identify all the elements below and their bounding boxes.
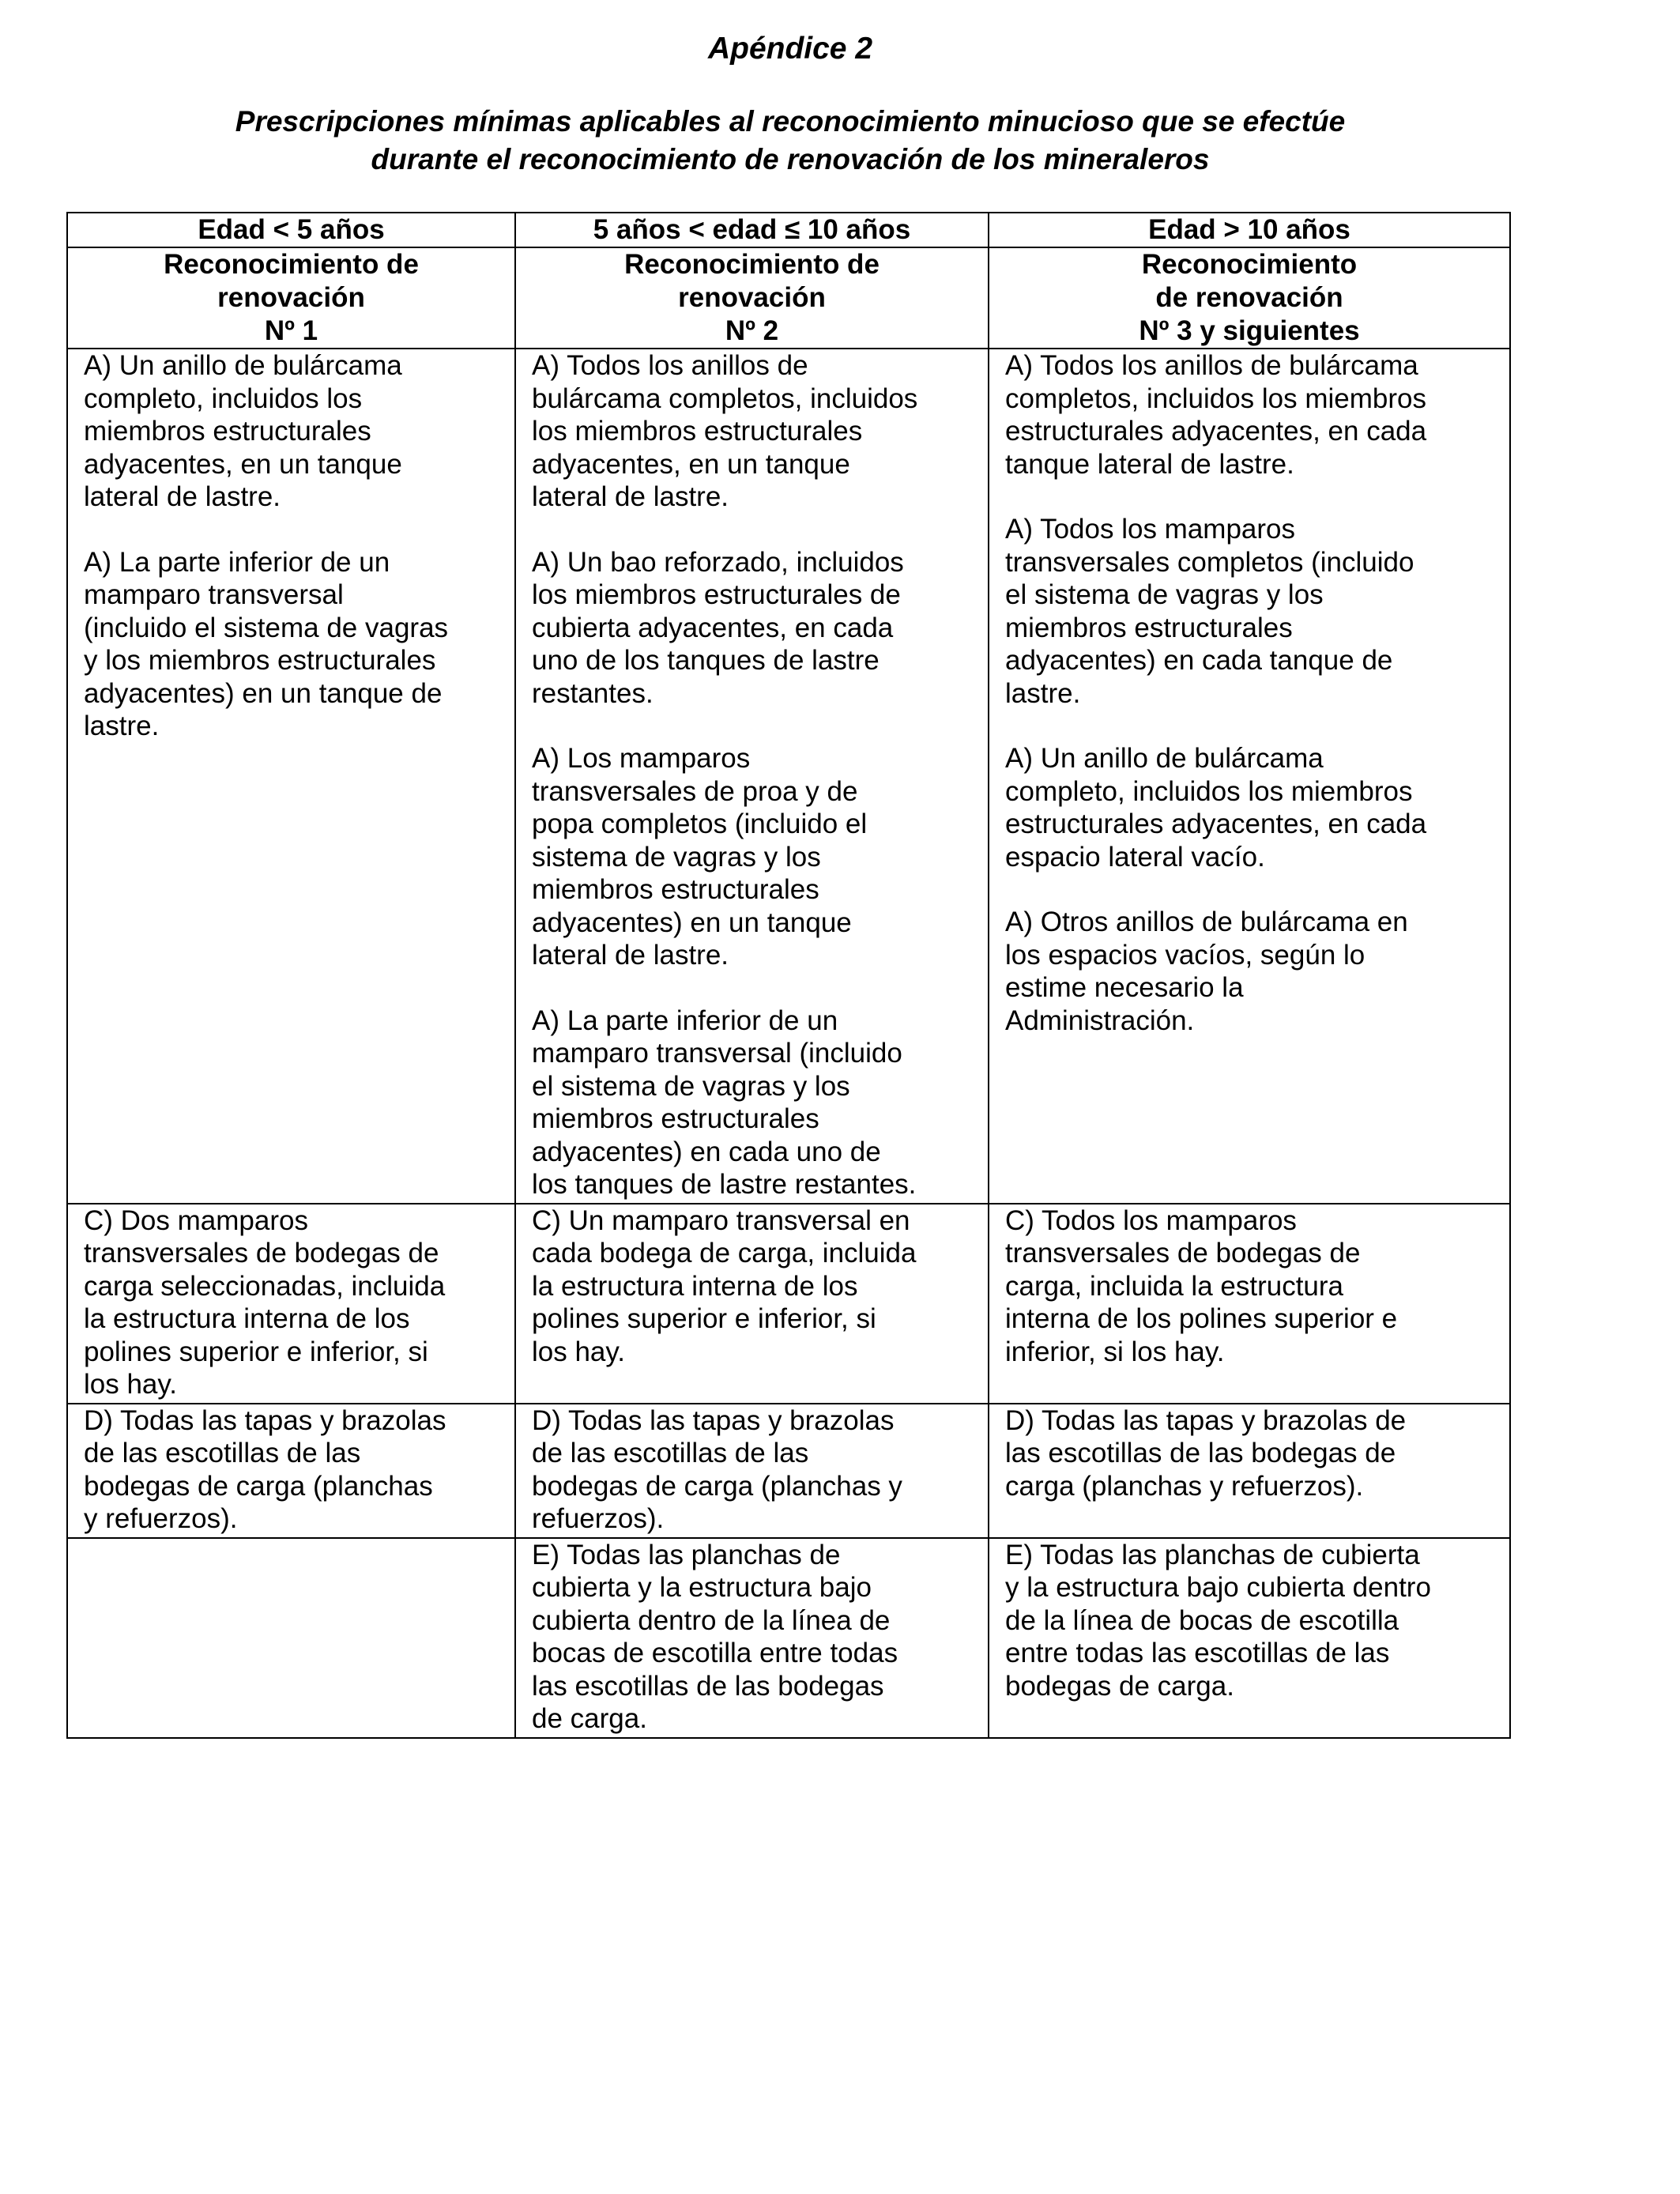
survey-header-3-line-3: Nº 3 y siguientes (1139, 315, 1360, 346)
survey-header-3-line-1: Reconocimiento (1141, 249, 1358, 280)
survey-header-1-line-3: Nº 1 (264, 315, 318, 346)
requirement-text: A) Un anillo de bulárcama completo, incluidos los miembros estructurales adyacentes, en un tanque lateral de lastre. (84, 350, 402, 512)
requirement-text: D) Todas las tapas y brazolas de las escotillas de las bodegas de carga (planchas y refuerzos). (532, 1404, 902, 1534)
table-cell (67, 1204, 515, 1404)
table-row-e (67, 1538, 1510, 1738)
document-heading (0, 103, 1580, 179)
age-header-row (67, 213, 1510, 247)
requirement-text: E) Todas las planchas de cubierta y la estructura bajo cubierta dentro de la línea de bocas de escotilla entre todas las escotillas de las bodegas de carga. (1005, 1539, 1431, 1702)
survey-header-2-line-2: renovación (678, 282, 826, 313)
survey-header-2-line-3: Nº 2 (725, 315, 779, 346)
table-cell (989, 1538, 1510, 1738)
table-cell (67, 1404, 515, 1538)
requirement-text: A) La parte inferior de un mamparo transversal (incluido el sistema de vagras y los miembros estructurales adyacentes) en cada uno de los tanques de lastre restantes. (532, 1005, 917, 1200)
survey-requirements-table (66, 212, 1511, 1739)
requirement-text: C) Todos los mamparos transversales de bodegas de carga, incluida la estructura interna de los polines superior e inferior, si los hay. (1005, 1204, 1398, 1367)
requirement-text: A) Todos los anillos de bulárcama completos, incluidos los miembros estructurales adyacentes, en cada tanque lateral de lastre. (1005, 350, 1427, 480)
table-cell (515, 1204, 989, 1404)
table-cell (989, 1404, 1510, 1538)
table-cell (989, 349, 1510, 1204)
requirement-text: A) Los mamparos transversales de proa y de popa completos (incluido el sistema de vagras y los miembros estructurales adyacentes) en un tanque lateral de lastre. (532, 743, 868, 971)
requirement-text: A) Un anillo de bulárcama completo, incluidos los miembros estructurales adyacentes, en cada espacio lateral vacío. (1005, 743, 1427, 873)
requirement-text: C) Un mamparo transversal en cada bodega de carga, incluida la estructura interna de los polines superior e inferior, si los hay. (532, 1204, 917, 1367)
survey-header-1-line-1: Reconocimiento de (164, 249, 419, 280)
appendix-title: Apéndice 2 (707, 32, 873, 66)
age-header-1: Edad < 5 años (67, 213, 515, 247)
table-cell (989, 1204, 1510, 1404)
table-cell-empty (67, 1538, 515, 1738)
requirement-text: D) Todas las tapas y brazolas de las escotillas de las bodegas de carga (planchas y refuerzos). (1005, 1404, 1407, 1502)
survey-header-1-line-2: renovación (217, 282, 365, 313)
survey-header-2 (515, 247, 989, 349)
table-row-d (67, 1404, 1510, 1538)
table-cell (515, 1538, 989, 1738)
survey-header-row (67, 247, 1510, 349)
table-cell (67, 349, 515, 1204)
table-row-a (67, 349, 1510, 1204)
survey-header-3 (989, 247, 1510, 349)
requirement-text: C) Dos mamparos transversales de bodegas de carga seleccionadas, incluida la estructura interna de los polines superior e inferior, si los hay. (84, 1204, 446, 1400)
requirement-text: A) La parte inferior de un mamparo transversal (incluido el sistema de vagras y los miembros estructurales adyacentes) en un tanque de lastre. (84, 546, 449, 741)
survey-header-2-line-1: Reconocimiento de (624, 249, 880, 280)
age-header-2: 5 años < edad ≤ 10 años (515, 213, 989, 247)
survey-header-1 (67, 247, 515, 349)
requirement-text: E) Todas las planchas de cubierta y la estructura bajo cubierta dentro de la línea de bocas de escotilla entre todas las escotillas de las bodegas de carga. (532, 1539, 898, 1734)
table-cell (515, 1404, 989, 1538)
requirement-text: A) Todos los anillos de bulárcama completos, incluidos los miembros estructurales adyacentes, en un tanque lateral de lastre. (532, 350, 918, 512)
age-header-3: Edad > 10 años (989, 213, 1510, 247)
requirement-text: A) Todos los mamparos transversales completos (incluido el sistema de vagras y los miembros estructurales adyacentes) en cada tanque de lastre. (1005, 514, 1414, 709)
survey-header-3-line-2: de renovación (1155, 282, 1343, 313)
requirement-text: D) Todas las tapas y brazolas de las escotillas de las bodegas de carga (planchas y refuerzos). (84, 1404, 446, 1534)
requirement-text: A) Otros anillos de bulárcama en los espacios vacíos, según lo estime necesario la Administración. (1005, 907, 1408, 1036)
requirement-text: A) Un bao reforzado, incluidos los miembros estructurales de cubierta adyacentes, en cada uno de los tanques de lastre restantes. (532, 546, 904, 709)
heading-line-2: durante el reconocimiento de renovación de los mineraleros (371, 143, 1210, 175)
table-row-c (67, 1204, 1510, 1404)
table-cell (515, 349, 989, 1204)
heading-line-1: Prescripciones mínimas aplicables al reconocimiento minucioso que se efectúe (235, 105, 1346, 138)
